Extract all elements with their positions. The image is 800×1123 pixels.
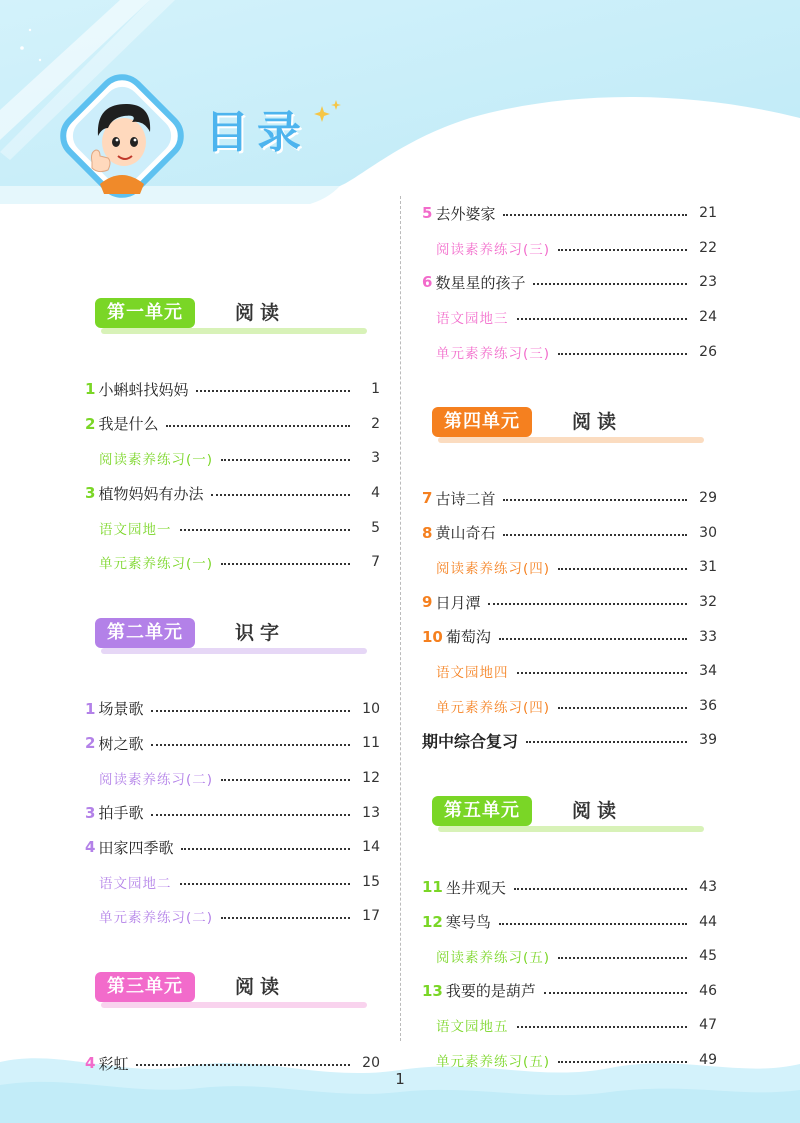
toc-entry[interactable] xyxy=(85,510,380,545)
toc-entry-page: 26 xyxy=(699,343,717,360)
toc-entry-page: 36 xyxy=(699,697,717,714)
leader-dots xyxy=(503,534,687,536)
toc-entry-page: 17 xyxy=(362,908,380,925)
toc-entry-page: 21 xyxy=(699,205,717,222)
unit-topic: 阅读 xyxy=(235,975,286,998)
toc-entry[interactable] xyxy=(85,726,380,761)
toc-entry-page: 5 xyxy=(371,519,380,536)
toc-entry-label: 葡萄沟 xyxy=(445,628,491,647)
toc-entry-page: 31 xyxy=(699,559,717,576)
toc-entry-page: 47 xyxy=(699,1017,717,1034)
toc-right-column xyxy=(422,196,717,1077)
toc-entry[interactable] xyxy=(422,1008,717,1043)
toc-entry[interactable] xyxy=(422,654,717,689)
toc-entry-page: 34 xyxy=(699,663,717,680)
toc-entry-page: 24 xyxy=(699,309,717,326)
toc-entry-number: 3 xyxy=(85,484,96,503)
toc-entry[interactable] xyxy=(422,231,717,266)
toc-list-unit-1 xyxy=(85,372,380,580)
leader-dots xyxy=(514,888,687,890)
toc-entry-label: 树之歌 xyxy=(98,734,144,753)
toc-entry-page: 22 xyxy=(699,239,717,256)
leader-dots xyxy=(221,917,350,919)
toc-entry-number: 9 xyxy=(422,593,433,612)
leader-dots xyxy=(221,779,350,781)
leader-dots xyxy=(533,283,687,285)
toc-entry-label: 古诗二首 xyxy=(435,489,496,508)
toc-entry-page: 2 xyxy=(371,415,380,432)
toc-entry[interactable] xyxy=(85,830,380,865)
unit-topic: 阅读 xyxy=(572,799,623,822)
leader-dots xyxy=(544,992,687,994)
unit-badge: 第四单元 xyxy=(432,407,532,437)
toc-entry-label: 单元素养练习(三) xyxy=(436,345,551,362)
leader-dots xyxy=(517,672,688,674)
leader-dots xyxy=(181,848,350,850)
unit-topic: 阅读 xyxy=(235,302,286,324)
toc-entry[interactable] xyxy=(85,865,380,900)
toc-entry-page: 13 xyxy=(362,804,380,821)
toc-entry-number: 1 xyxy=(85,380,96,399)
leader-dots xyxy=(180,529,351,531)
leader-dots xyxy=(503,499,687,501)
leader-dots xyxy=(221,563,350,565)
toc-entry-label: 田家四季歌 xyxy=(98,838,174,857)
toc-entry-number: 2 xyxy=(85,414,96,433)
toc-entry-page: 1 xyxy=(371,381,380,398)
toc-entry[interactable] xyxy=(422,265,717,300)
toc-entry[interactable] xyxy=(422,904,717,939)
unit-badge: 第一单元 xyxy=(95,298,195,328)
toc-entry[interactable] xyxy=(85,407,380,442)
toc-entry-label: 黄山奇石 xyxy=(435,524,496,543)
toc-entry-page: 39 xyxy=(699,732,717,749)
leader-dots xyxy=(517,318,688,320)
unit-underline xyxy=(101,1002,367,1008)
toc-entry-number: 3 xyxy=(85,803,96,822)
toc-entry-page: 14 xyxy=(362,839,380,856)
unit-badge: 第三单元 xyxy=(95,972,195,1002)
toc-list-unit-5 xyxy=(422,870,717,1078)
unit-badge: 第二单元 xyxy=(95,618,195,648)
leader-dots xyxy=(196,390,350,392)
toc-list-unit-3-continued xyxy=(422,196,717,369)
toc-entry[interactable] xyxy=(85,476,380,511)
toc-entry-page: 44 xyxy=(699,913,717,930)
toc-entry-label: 语文园地二 xyxy=(99,875,172,892)
toc-entry-label: 单元素养练习(五) xyxy=(436,1053,551,1070)
unit-topic: 识字 xyxy=(235,621,286,644)
toc-entry-label: 数星星的孩子 xyxy=(435,273,526,292)
toc-entry[interactable] xyxy=(422,300,717,335)
unit-header-4 xyxy=(422,407,717,447)
leader-dots xyxy=(558,353,687,355)
toc-entry-label: 阅读素养练习(四) xyxy=(436,561,551,578)
toc-entry[interactable] xyxy=(422,334,717,369)
toc-entry-page: 3 xyxy=(371,450,380,467)
toc-entry-label: 语文园地五 xyxy=(436,1019,509,1036)
unit-header-1 xyxy=(85,298,380,338)
leader-dots xyxy=(558,1061,687,1063)
sparkle-icon xyxy=(312,98,346,128)
toc-entry-page: 15 xyxy=(362,873,380,890)
leader-dots xyxy=(526,741,687,743)
toc-entry-page: 4 xyxy=(371,485,380,502)
toc-entry-number: 4 xyxy=(85,1054,96,1073)
boy-thumbs-up-avatar xyxy=(52,66,192,206)
toc-entry[interactable] xyxy=(422,619,717,654)
toc-entry-label: 寒号鸟 xyxy=(445,913,491,932)
unit-underline xyxy=(101,328,367,334)
toc-entry-label: 期中综合复习 xyxy=(422,731,519,751)
toc-left-column xyxy=(85,298,380,1080)
toc-entry[interactable] xyxy=(85,795,380,830)
toc-entry-page: 33 xyxy=(699,628,717,645)
page-number: 1 xyxy=(395,1070,405,1088)
toc-entry-number: 2 xyxy=(85,734,96,753)
unit-underline xyxy=(438,826,704,832)
toc-entry-label: 我是什么 xyxy=(98,415,159,434)
toc-entry-page: 12 xyxy=(362,770,380,787)
toc-entry-page: 45 xyxy=(699,948,717,965)
leader-dots xyxy=(499,638,687,640)
leader-dots xyxy=(558,957,687,959)
toc-entry-label: 语文园地一 xyxy=(99,521,172,538)
unit-topic: 阅读 xyxy=(572,410,623,433)
toc-entry-page: 43 xyxy=(699,879,717,896)
toc-entry-number: 5 xyxy=(422,204,433,223)
toc-entry[interactable] xyxy=(422,870,717,905)
toc-entry-number: 12 xyxy=(422,912,443,931)
toc-entry[interactable] xyxy=(85,372,380,407)
toc-entry[interactable] xyxy=(422,585,717,620)
toc-entry-label: 拍手歌 xyxy=(98,804,144,823)
toc-entry-number: 10 xyxy=(422,627,443,646)
toc-entry-number: 7 xyxy=(422,489,433,508)
toc-entry-number: 4 xyxy=(85,838,96,857)
toc-entry-page: 29 xyxy=(699,490,717,507)
toc-entry-label: 单元素养练习(二) xyxy=(99,910,214,927)
toc-list-unit-4 xyxy=(422,481,717,723)
toc-entry[interactable] xyxy=(85,441,380,476)
toc-entry-label: 彩虹 xyxy=(98,1054,129,1073)
leader-dots xyxy=(166,425,350,427)
toc-entry-label: 我要的是葫芦 xyxy=(445,982,536,1001)
toc-entry-label: 单元素养练习(四) xyxy=(436,699,551,716)
unit-header-3 xyxy=(85,972,380,1012)
toc-entry-number: 1 xyxy=(85,699,96,718)
toc-entry[interactable] xyxy=(422,196,717,231)
toc-entry-page: 10 xyxy=(362,700,380,717)
toc-entry-label: 语文园地三 xyxy=(436,311,509,328)
leader-dots xyxy=(180,883,351,885)
unit-underline xyxy=(438,437,704,443)
leader-dots xyxy=(221,459,350,461)
toc-entry[interactable] xyxy=(85,692,380,727)
toc-entry-number: 6 xyxy=(422,273,433,292)
toc-entry-page: 23 xyxy=(699,274,717,291)
toc-entry-page: 30 xyxy=(699,524,717,541)
leader-dots xyxy=(211,494,350,496)
toc-entry-label: 去外婆家 xyxy=(435,204,496,223)
leader-dots xyxy=(151,710,350,712)
toc-entry[interactable] xyxy=(422,689,717,724)
toc-entry-page: 32 xyxy=(699,594,717,611)
toc-entry-label: 阅读素养练习(一) xyxy=(99,452,214,469)
toc-entry-page: 7 xyxy=(371,554,380,571)
toc-entry[interactable] xyxy=(422,974,717,1009)
toc-entry-number: 11 xyxy=(422,878,443,897)
page-title: 目录 xyxy=(205,107,309,158)
toc-entry-label: 阅读素养练习(五) xyxy=(436,950,551,967)
toc-entry-label: 场景歌 xyxy=(98,700,144,719)
toc-entry-page: 46 xyxy=(699,982,717,999)
toc-entry-page: 20 xyxy=(362,1055,380,1072)
leader-dots xyxy=(151,814,350,816)
toc-entry[interactable] xyxy=(85,899,380,934)
leader-dots xyxy=(517,1026,688,1028)
toc-entry[interactable] xyxy=(422,939,717,974)
toc-entry[interactable] xyxy=(85,545,380,580)
unit-underline xyxy=(101,648,367,654)
column-divider xyxy=(400,196,401,1041)
unit-header-2 xyxy=(85,618,380,658)
toc-entry-label: 坐井观天 xyxy=(445,878,506,897)
toc-entry-label: 日月潭 xyxy=(435,593,481,612)
leader-dots xyxy=(499,923,687,925)
toc-list-unit-2 xyxy=(85,692,380,934)
leader-dots xyxy=(503,214,687,216)
toc-entry-number: 13 xyxy=(422,981,443,1000)
leader-dots xyxy=(151,744,350,746)
leader-dots xyxy=(558,707,687,709)
toc-entry-label: 阅读素养练习(三) xyxy=(436,241,551,258)
toc-entry-label: 单元素养练习(一) xyxy=(99,556,214,573)
toc-entry[interactable] xyxy=(422,550,717,585)
unit-header-5 xyxy=(422,796,717,836)
leader-dots xyxy=(558,249,687,251)
toc-entry-midterm[interactable] xyxy=(422,723,717,758)
toc-entry-label: 阅读素养练习(二) xyxy=(99,772,214,789)
unit-badge: 第五单元 xyxy=(432,796,532,826)
toc-entry[interactable] xyxy=(85,761,380,796)
leader-dots xyxy=(558,568,687,570)
toc-entry[interactable] xyxy=(422,516,717,551)
toc-entry-page: 11 xyxy=(362,735,380,752)
leader-dots xyxy=(488,603,687,605)
leader-dots xyxy=(136,1064,350,1066)
toc-entry-label: 语文园地四 xyxy=(436,665,509,682)
toc-entry-label: 植物妈妈有办法 xyxy=(98,484,204,503)
toc-entry[interactable] xyxy=(422,481,717,516)
toc-entry-number: 8 xyxy=(422,523,433,542)
toc-entry-label: 小蝌蚪找妈妈 xyxy=(98,380,189,399)
toc-entry-page: 49 xyxy=(699,1051,717,1068)
